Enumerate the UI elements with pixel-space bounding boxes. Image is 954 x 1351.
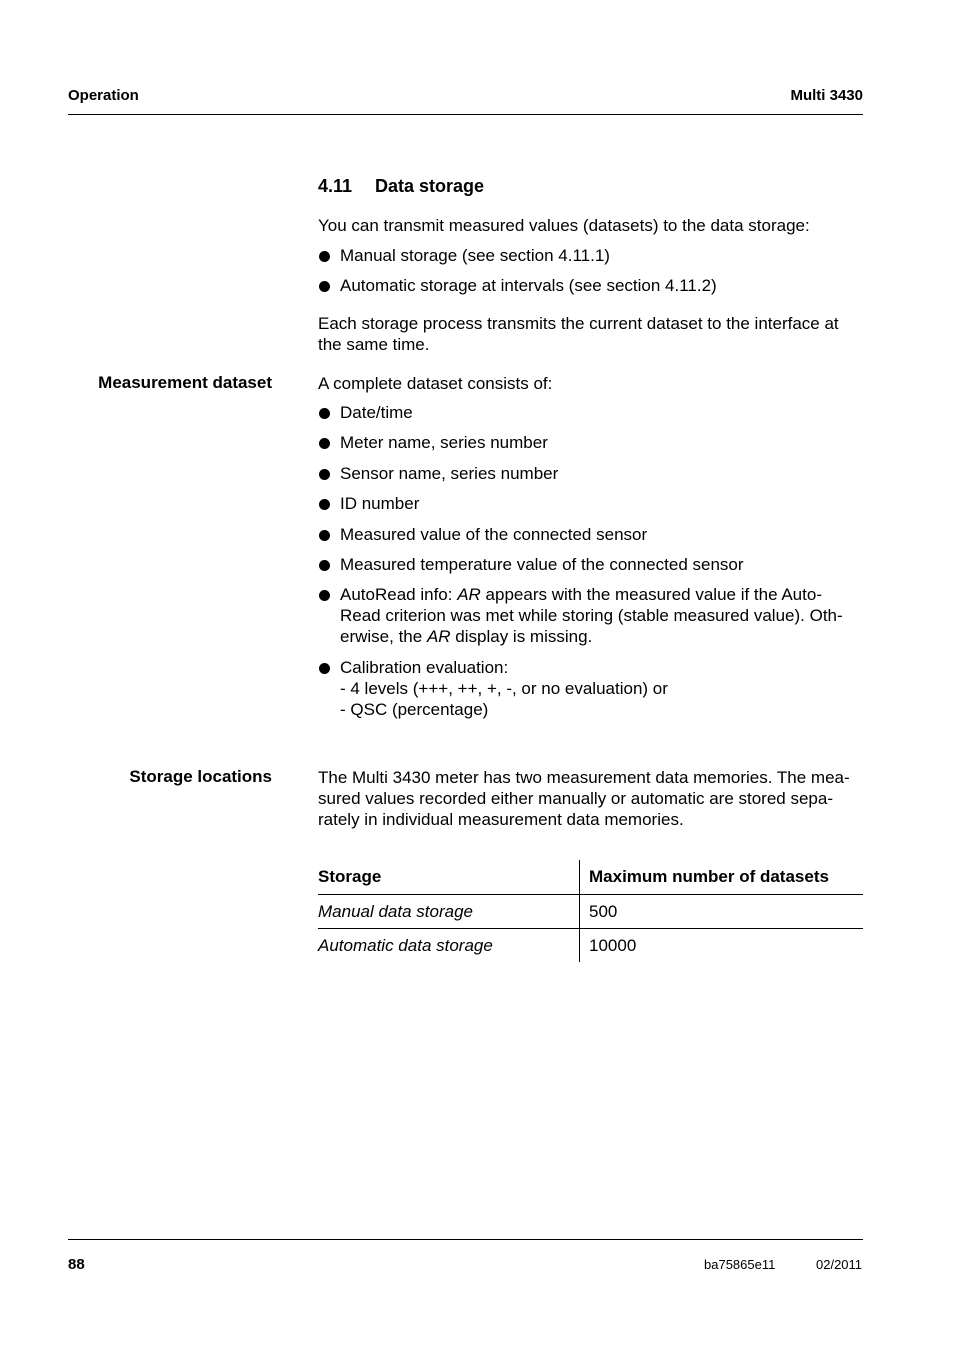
ar-indicator: AR [426,627,451,646]
bullet-icon [319,438,330,449]
ar-indicator: AR [457,585,481,604]
table-header-max-datasets: Maximum number of datasets [580,860,864,895]
bullet-icon [319,499,330,510]
page-number: 88 [68,1256,85,1273]
document-id: ba75865e11 [704,1257,776,1272]
bullet-icon [319,251,330,262]
storage-table [318,860,863,962]
table-header-row [318,860,863,895]
table-row [318,929,863,963]
section-number: 4.11 [318,176,353,196]
bullet-icon [319,469,330,480]
bullet-icon [319,560,330,571]
header-rule [68,114,863,115]
dataset-intro: A complete dataset consists of: [318,374,553,393]
side-label-measurement-dataset: Measurement dataset [98,373,272,392]
bullet-icon [319,408,330,419]
bullet-icon [319,663,330,674]
table-header-storage: Storage [318,860,580,895]
intro-note: Each storage process transmits the current dataset to the interface at the same time. [318,314,839,354]
storage-locations-text: The Multi 3430 meter has two measurement data memories. The mea- sured values recorded either manually or automatic are stored sepa- rately in individual measurement data memories. [318,768,850,829]
table-cell: 10000 [589,935,637,955]
footer-rule [68,1239,863,1240]
section-title: Data storage [375,176,485,196]
bullet-icon [319,530,330,541]
intro-text: You can transmit measured values (datasets) to the data storage: [318,216,810,235]
section-heading [318,176,484,197]
document-date: 02/2011 [816,1257,863,1272]
header-product-name: Multi 3430 [790,87,863,104]
side-label-storage-locations: Storage locations [129,767,272,786]
table-cell: 500 [580,895,864,929]
table-row [318,895,863,929]
bullet-icon [319,590,330,601]
table-cell: Manual data storage [318,895,580,929]
table-cell: Automatic data storage [318,929,580,963]
header-section-name: Operation [68,87,139,104]
bullet-icon [319,281,330,292]
